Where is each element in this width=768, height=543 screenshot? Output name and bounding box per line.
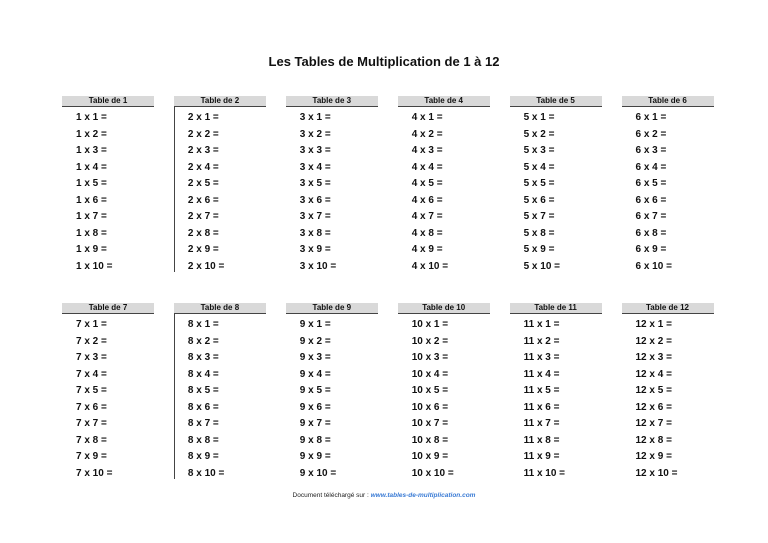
table-row: 5 x 5 = bbox=[523, 178, 555, 189]
table-row: 3 x 7 = bbox=[299, 211, 331, 222]
table-row: 12 x 3 = bbox=[635, 352, 672, 363]
table-header: Table de 3 bbox=[286, 96, 378, 107]
table-row: 5 x 9 = bbox=[523, 244, 555, 255]
table-row: 9 x 3 = bbox=[299, 352, 331, 363]
table-row: 6 x 4 = bbox=[635, 161, 667, 173]
table-row: 8 x 4 = bbox=[187, 368, 219, 380]
table-row: 10 x 10 = bbox=[411, 467, 454, 479]
table-row: 6 x 3 = bbox=[635, 145, 667, 156]
table-column bbox=[62, 303, 154, 482]
table-row: 6 x 2 = bbox=[635, 128, 667, 140]
table-row: 10 x 7 = bbox=[411, 418, 449, 429]
table-row: 5 x 3 = bbox=[523, 145, 555, 156]
table-row: 12 x 8 = bbox=[635, 434, 672, 446]
table-row: 1 x 3 = bbox=[76, 145, 107, 156]
table-row: 3 x 9 = bbox=[299, 244, 331, 255]
table-row: 7 x 10 = bbox=[76, 467, 113, 479]
footer bbox=[0, 492, 768, 499]
table-row: 4 x 1 = bbox=[411, 112, 443, 123]
table-header: Table de 2 bbox=[174, 96, 266, 107]
table-column bbox=[174, 303, 266, 482]
table-row: 12 x 6 = bbox=[635, 401, 672, 413]
table-column bbox=[398, 96, 490, 275]
table-rows bbox=[286, 110, 378, 275]
table-rows bbox=[174, 317, 266, 482]
table-row: 7 x 3 = bbox=[76, 352, 107, 363]
table-row: 2 x 1 = bbox=[187, 112, 219, 123]
table-row: 1 x 7 = bbox=[76, 211, 107, 222]
table-row: 12 x 7 = bbox=[635, 418, 672, 429]
table-row: 5 x 10 = bbox=[523, 260, 561, 272]
table-header: Table de 10 bbox=[398, 303, 490, 314]
footer-link[interactable]: www.tables-de-multiplication.com bbox=[370, 492, 476, 499]
table-row: 6 x 8 = bbox=[635, 227, 667, 239]
table-row: 9 x 1 = bbox=[299, 319, 331, 330]
table-row: 1 x 9 = bbox=[76, 244, 107, 255]
table-row: 9 x 2 = bbox=[299, 335, 331, 347]
table-row: 7 x 4 = bbox=[76, 368, 107, 380]
table-row: 9 x 5 = bbox=[299, 385, 331, 396]
table-row: 8 x 6 = bbox=[187, 401, 219, 413]
table-row: 3 x 6 = bbox=[299, 194, 331, 206]
table-row: 10 x 6 = bbox=[411, 401, 449, 413]
table-row: 4 x 8 = bbox=[411, 227, 443, 239]
table-row: 10 x 1 = bbox=[411, 319, 449, 330]
table-row: 11 x 1 = bbox=[523, 319, 560, 330]
table-row: 1 x 8 = bbox=[76, 227, 107, 239]
table-row: 12 x 9 = bbox=[635, 451, 672, 462]
table-row: 10 x 4 = bbox=[411, 368, 449, 380]
table-row: 7 x 8 = bbox=[76, 434, 107, 446]
table-rows bbox=[398, 317, 490, 482]
table-row: 8 x 1 = bbox=[187, 319, 219, 330]
table-row: 3 x 3 = bbox=[299, 145, 331, 156]
table-row: 1 x 10 = bbox=[76, 260, 113, 272]
table-row: 6 x 10 = bbox=[635, 260, 672, 272]
table-row: 12 x 1 = bbox=[635, 319, 672, 330]
table-row: 11 x 4 = bbox=[523, 368, 560, 380]
table-row: 5 x 8 = bbox=[523, 227, 555, 239]
table-rows bbox=[62, 110, 154, 275]
table-row: 12 x 4 = bbox=[635, 368, 672, 380]
table-header: Table de 11 bbox=[510, 303, 602, 314]
table-row: 4 x 10 = bbox=[411, 260, 449, 272]
table-header: Table de 9 bbox=[286, 303, 378, 314]
table-header: Table de 6 bbox=[622, 96, 714, 107]
table-row: 4 x 4 = bbox=[411, 161, 443, 173]
footer-prefix: Document téléchargé sur : bbox=[292, 492, 369, 499]
table-row: 3 x 5 = bbox=[299, 178, 331, 189]
table-row: 6 x 5 = bbox=[635, 178, 667, 189]
table-column bbox=[62, 96, 154, 275]
table-row: 1 x 4 = bbox=[76, 161, 107, 173]
table-rows bbox=[286, 317, 378, 482]
table-row: 7 x 6 = bbox=[76, 401, 107, 413]
table-row: 5 x 1 = bbox=[523, 112, 555, 123]
table-row: 2 x 7 = bbox=[187, 211, 219, 222]
table-row: 4 x 3 = bbox=[411, 145, 443, 156]
table-row: 4 x 9 = bbox=[411, 244, 443, 255]
table-row: 4 x 2 = bbox=[411, 128, 443, 140]
table-row: 2 x 10 = bbox=[187, 260, 225, 272]
table-row: 8 x 10 = bbox=[187, 467, 225, 479]
table-row: 12 x 5 = bbox=[635, 385, 672, 396]
table-row: 4 x 7 = bbox=[411, 211, 443, 222]
table-row: 10 x 8 = bbox=[411, 434, 449, 446]
table-row: 8 x 7 = bbox=[187, 418, 219, 429]
table-row: 11 x 10 = bbox=[523, 467, 566, 479]
table-column bbox=[622, 96, 714, 275]
table-row: 8 x 8 = bbox=[187, 434, 219, 446]
table-row: 11 x 7 = bbox=[523, 418, 560, 429]
table-header: Table de 8 bbox=[174, 303, 266, 314]
table-row: 1 x 5 = bbox=[76, 178, 107, 189]
table-column bbox=[622, 303, 714, 482]
table-row: 10 x 3 = bbox=[411, 352, 449, 363]
table-row: 9 x 7 = bbox=[299, 418, 331, 429]
table-row: 9 x 8 = bbox=[299, 434, 331, 446]
table-column bbox=[286, 303, 378, 482]
table-row: 2 x 8 = bbox=[187, 227, 219, 239]
table-row: 1 x 1 = bbox=[76, 112, 107, 123]
table-row: 1 x 6 = bbox=[76, 194, 107, 206]
table-rows bbox=[622, 317, 714, 482]
table-column bbox=[510, 96, 602, 275]
table-row: 7 x 2 = bbox=[76, 335, 107, 347]
table-row: 11 x 2 = bbox=[523, 335, 560, 347]
table-row: 3 x 2 = bbox=[299, 128, 331, 140]
table-row: 2 x 6 = bbox=[187, 194, 219, 206]
table-row: 4 x 5 = bbox=[411, 178, 443, 189]
table-row: 11 x 6 = bbox=[523, 401, 560, 413]
table-row: 10 x 5 = bbox=[411, 385, 449, 396]
table-header: Table de 1 bbox=[62, 96, 154, 107]
table-row: 4 x 6 = bbox=[411, 194, 443, 206]
page-title: Les Tables de Multiplication de 1 à 12 bbox=[268, 54, 500, 69]
table-column bbox=[174, 96, 266, 275]
table-header: Table de 4 bbox=[398, 96, 490, 107]
table-row: 7 x 1 = bbox=[76, 319, 107, 330]
table-row: 6 x 1 = bbox=[635, 112, 667, 123]
table-row: 8 x 2 = bbox=[187, 335, 219, 347]
table-row: 2 x 4 = bbox=[187, 161, 219, 173]
table-rows bbox=[510, 317, 602, 482]
table-row: 9 x 10 = bbox=[299, 467, 337, 479]
table-row: 3 x 4 = bbox=[299, 161, 331, 173]
table-row: 6 x 6 = bbox=[635, 194, 667, 206]
table-row: 6 x 9 = bbox=[635, 244, 667, 255]
table-row: 7 x 7 = bbox=[76, 418, 107, 429]
table-row: 5 x 6 = bbox=[523, 194, 555, 206]
table-row: 10 x 9 = bbox=[411, 451, 449, 462]
table-column bbox=[398, 303, 490, 482]
table-rows bbox=[62, 317, 154, 482]
table-header: Table de 5 bbox=[510, 96, 602, 107]
table-row: 9 x 9 = bbox=[299, 451, 331, 462]
table-rows bbox=[398, 110, 490, 275]
table-row: 7 x 9 = bbox=[76, 451, 107, 462]
table-row: 6 x 7 = bbox=[635, 211, 667, 222]
table-header: Table de 12 bbox=[622, 303, 714, 314]
table-row: 2 x 2 = bbox=[187, 128, 219, 140]
table-row: 7 x 5 = bbox=[76, 385, 107, 396]
table-row: 1 x 2 = bbox=[76, 128, 107, 140]
table-row: 11 x 5 = bbox=[523, 385, 560, 396]
table-row: 3 x 10 = bbox=[299, 260, 337, 272]
table-row: 3 x 1 = bbox=[299, 112, 331, 123]
table-row: 11 x 8 = bbox=[523, 434, 560, 446]
table-row: 12 x 2 = bbox=[635, 335, 672, 347]
table-column bbox=[286, 96, 378, 275]
table-row: 5 x 2 = bbox=[523, 128, 555, 140]
table-rows bbox=[174, 110, 266, 275]
table-column bbox=[510, 303, 602, 482]
table-row: 2 x 5 = bbox=[187, 178, 219, 189]
table-row: 11 x 9 = bbox=[523, 451, 560, 462]
table-rows bbox=[622, 110, 714, 275]
table-row: 8 x 9 = bbox=[187, 451, 219, 462]
table-row: 2 x 3 = bbox=[187, 145, 219, 156]
table-row: 5 x 4 = bbox=[523, 161, 555, 173]
table-row: 3 x 8 = bbox=[299, 227, 331, 239]
table-row: 12 x 10 = bbox=[635, 467, 678, 479]
table-header: Table de 7 bbox=[62, 303, 154, 314]
table-row: 5 x 7 = bbox=[523, 211, 555, 222]
table-row: 8 x 5 = bbox=[187, 385, 219, 396]
table-row: 8 x 3 = bbox=[187, 352, 219, 363]
table-row: 10 x 2 = bbox=[411, 335, 449, 347]
table-row: 9 x 6 = bbox=[299, 401, 331, 413]
table-rows bbox=[510, 110, 602, 275]
table-row: 9 x 4 = bbox=[299, 368, 331, 380]
table-row: 2 x 9 = bbox=[187, 244, 219, 255]
table-row: 11 x 3 = bbox=[523, 352, 560, 363]
